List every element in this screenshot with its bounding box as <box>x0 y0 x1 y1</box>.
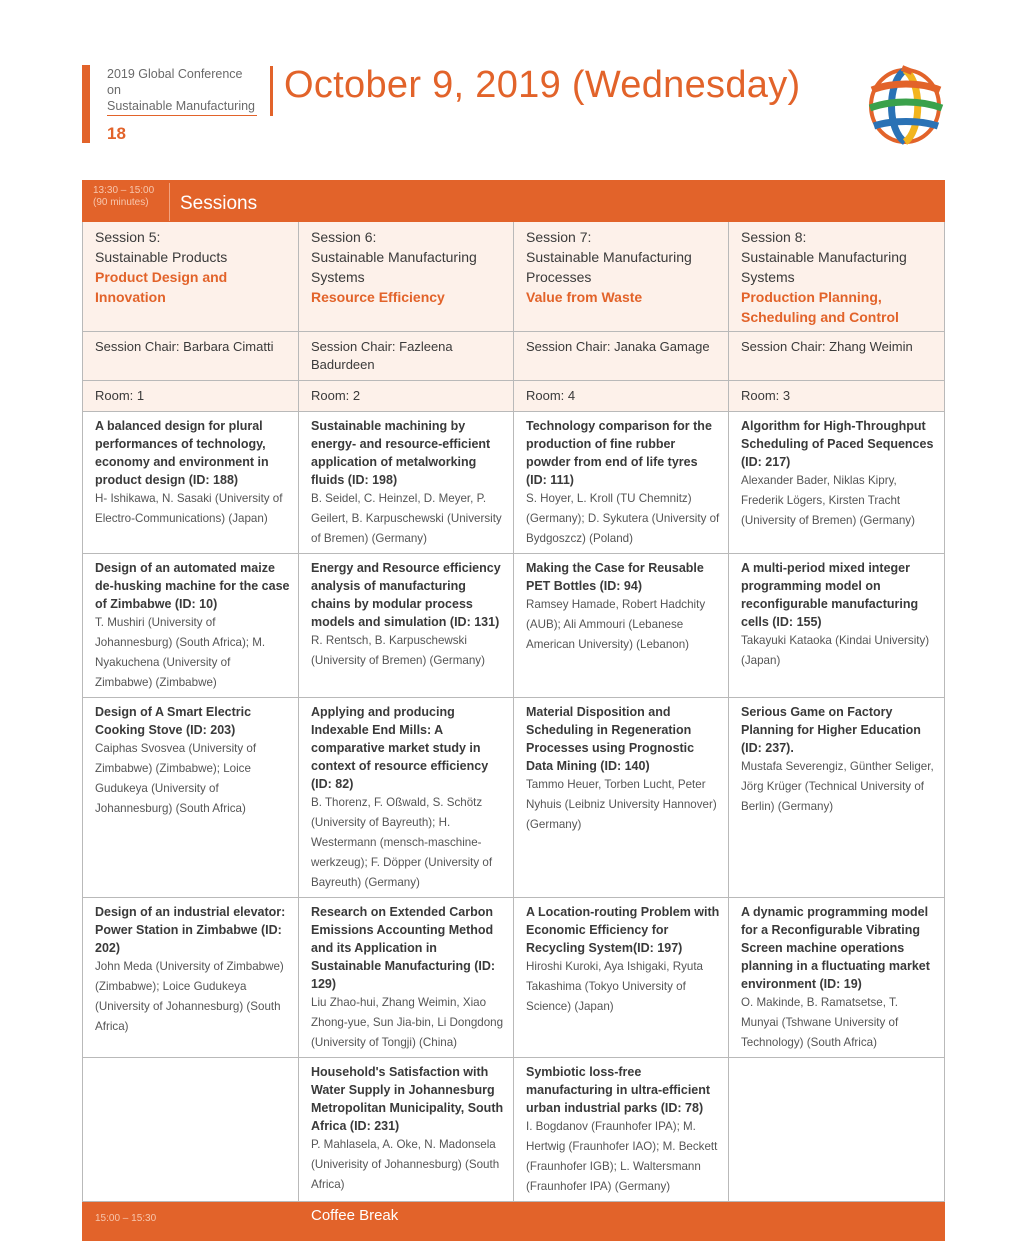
paper-cell <box>299 698 514 898</box>
paper-cell <box>83 554 299 698</box>
paper-authors: Liu Zhao-hui, Zhang Weimin, Xiao Zhong-yue, Sun Jia-bin, Li Dongdong (University of Tongji) (China) <box>311 996 504 1049</box>
session-track: Sustainable Manufacturing <box>526 249 692 265</box>
paper-title: Algorithm for High-Throughput Scheduling of Paced Sequences (ID: 217) <box>741 419 934 469</box>
session-header-cell <box>83 222 299 332</box>
paper-authors: S. Hoyer, L. Kroll (TU Chemnitz) (Germany); D. Sykutera (University of Bydgoszcz) (Poland) <box>526 492 720 545</box>
paper-authors: Hiroshi Kuroki, Aya Ishigaki, Ryuta Takashima (Tokyo University of Science) (Japan) <box>526 960 703 1013</box>
paper-authors: Caiphas Svosvea (University of Zimbabwe) (Zimbabwe); Loice Gudukeya (University of Johannesburg) (South Africa) <box>95 742 257 815</box>
paper-cell <box>83 412 299 554</box>
paper-cell <box>299 898 514 1058</box>
session-topic: Resource Efficiency <box>311 289 445 305</box>
coffee-break-label: Coffee Break <box>311 1207 399 1224</box>
paper-title: Serious Game on Factory Planning for Higher Education (ID: 237). <box>741 705 921 755</box>
session-room: Room: 2 <box>299 381 514 412</box>
session-chair: Session Chair: Zhang Weimin <box>729 332 945 381</box>
conference-rule <box>107 115 257 116</box>
session-name: Session 8: <box>741 229 807 245</box>
paper-title: Household's Satisfaction with Water Supply in Johannesburg Metropolitan Municipality, South Africa (ID: 231) <box>311 1065 504 1133</box>
paper-authors: O. Makinde, B. Ramatsetse, T. Munyai (Tshwane University of Technology) (South Africa) <box>741 996 899 1049</box>
paper-title: Research on Extended Carbon Emissions Accounting Method and its Application in Sustainable Manufacturing (ID: 129) <box>311 905 496 991</box>
session-schedule-table <box>82 180 945 1241</box>
paper-title: Material Disposition and Scheduling in Regeneration Processes using Prognostic Data Mining (ID: 140) <box>526 705 695 773</box>
title-separator <box>270 66 273 116</box>
paper-title: Design of an automated maize de-husking machine for the case of Zimbabwe (ID: 10) <box>95 561 290 611</box>
conference-name <box>107 66 257 114</box>
paper-cell-empty <box>729 1058 945 1202</box>
paper-authors: R. Rentsch, B. Karpuschewski (University of Bremen) (Germany) <box>311 634 485 667</box>
paper-cell <box>514 412 729 554</box>
page-title: October 9, 2019 (Wednesday) <box>284 64 801 106</box>
coffee-break-time-cell <box>83 1202 299 1241</box>
session-room: Room: 1 <box>83 381 299 412</box>
paper-cell <box>514 898 729 1058</box>
session-room: Room: 4 <box>514 381 729 412</box>
paper-authors: T. Mushiri (University of Johannesburg) (South Africa); M. Nyakuchena (University of Zimbabwe) (Zimbabwe) <box>95 616 266 689</box>
session-room-row <box>83 381 945 412</box>
paper-cell <box>299 1058 514 1202</box>
session-topic: Product Design and Innovation <box>95 269 228 305</box>
sessions-time: 13:30 – 15:00 <box>93 185 155 196</box>
session-header-cell <box>514 222 729 332</box>
paper-cell <box>729 554 945 698</box>
session-name: Session 7: <box>526 229 592 245</box>
conference-name-line2: Sustainable Manufacturing <box>107 99 256 113</box>
session-track-line2: Processes <box>526 269 592 285</box>
paper-title: Design of A Smart Electric Cooking Stove (ID: 203) <box>95 705 252 737</box>
paper-cell <box>729 898 945 1058</box>
paper-cell-empty <box>83 1058 299 1202</box>
paper-cell <box>514 1058 729 1202</box>
sessions-label: Sessions <box>180 193 258 214</box>
paper-title: Design of an industrial elevator: Power Station in Zimbabwe (ID: 202) <box>95 905 286 955</box>
paper-title: A balanced design for plural performances of technology, economy and environment in product design (ID: 188) <box>95 419 269 487</box>
paper-cell <box>514 698 729 898</box>
paper-authors: Takayuki Kataoka (Kindai University) (Japan) <box>741 634 930 667</box>
session-header-cell <box>729 222 945 332</box>
paper-cell <box>729 698 945 898</box>
coffee-break-time: 15:00 – 15:30 <box>95 1213 157 1224</box>
paper-title: A Location-routing Problem with Economic Efficiency for Recycling System(ID: 197) <box>526 905 720 955</box>
paper-title: A dynamic programming model for a Reconfigurable Vibrating Screen machine operations planning in a fluctuating market environment (ID: 19) <box>741 905 930 991</box>
paper-row <box>83 554 945 698</box>
session-chair: Session Chair: Fazleena Badurdeen <box>299 332 514 381</box>
session-name: Session 5: <box>95 229 161 245</box>
paper-cell <box>299 554 514 698</box>
session-header-row <box>83 222 945 332</box>
paper-authors: John Meda (University of Zimbabwe) (Zimbabwe); Loice Gudukeya (University of Johannesburg) (South Africa) <box>95 960 284 1033</box>
paper-authors: Mustafa Severengiz, Günther Seliger, Jörg Krüger (Technical University of Berlin) (Germany) <box>741 760 934 813</box>
session-track: Sustainable Manufacturing <box>311 249 477 265</box>
paper-authors: B. Seidel, C. Heinzel, D. Meyer, P. Geilert, B. Karpuschewski (University of Bremen) (Germany) <box>311 492 502 545</box>
paper-title: Making the Case for Reusable PET Bottles (ID: 94) <box>526 561 704 593</box>
paper-title: Technology comparison for the production of fine rubber powder from end of life tyres (ID: 111) <box>526 419 712 487</box>
paper-row <box>83 1058 945 1202</box>
paper-authors: B. Thorenz, F. Oßwald, S. Schötz (University of Bayreuth); H. Westermann (mensch-maschine-werkzeug); F. Döpper (University of Bayreuth) (Germany) <box>311 796 493 889</box>
session-chair: Session Chair: Janaka Gamage <box>514 332 729 381</box>
paper-authors: Ramsey Hamade, Robert Hadchity (AUB); Ali Ammouri (Lebanese American University) (Lebanon) <box>526 598 706 651</box>
sessions-band <box>83 181 945 222</box>
paper-row <box>83 898 945 1058</box>
paper-authors: Alexander Bader, Niklas Kipry, Frederik Lögers, Kirsten Tracht (University of Bremen) (Germany) <box>741 474 915 527</box>
paper-cell <box>514 554 729 698</box>
paper-title: Symbiotic loss-free manufacturing in ultra-efficient urban industrial parks (ID: 78) <box>526 1065 711 1115</box>
session-topic: Value from Waste <box>526 289 643 305</box>
session-chair: Session Chair: Barbara Cimatti <box>83 332 299 381</box>
conference-globe-logo <box>862 62 948 148</box>
session-room: Room: 3 <box>729 381 945 412</box>
conference-name-line1: 2019 Global Conference on <box>107 67 243 97</box>
session-topic-line2: Scheduling and Control <box>741 309 899 325</box>
sessions-time-box <box>93 183 170 221</box>
paper-cell <box>729 412 945 554</box>
session-track-line2: Systems <box>311 269 365 285</box>
paper-title: Sustainable machining by energy- and resource-efficient application of metalworking fluids (ID: 198) <box>311 419 491 487</box>
paper-cell <box>83 698 299 898</box>
coffee-break-band <box>83 1202 945 1241</box>
session-header-cell <box>299 222 514 332</box>
page-number: 18 <box>107 124 126 143</box>
session-track: Sustainable Products <box>95 249 228 265</box>
header-accent-bar <box>82 65 90 143</box>
session-chair-row <box>83 332 945 381</box>
coffee-break-label-cell <box>299 1202 945 1241</box>
session-name: Session 6: <box>311 229 377 245</box>
paper-authors: Tammo Heuer, Torben Lucht, Peter Nyhuis (Leibniz University Hannover) (Germany) <box>526 778 717 831</box>
paper-title: Applying and producing Indexable End Mills: A comparative market study in context of resource efficiency (ID: 82) <box>311 705 489 791</box>
paper-cell <box>299 412 514 554</box>
paper-authors: P. Mahlasela, A. Oke, N. Madonsela (Univerisity of Johannesburg) (South Africa) <box>311 1138 500 1191</box>
paper-title: A multi-period mixed integer programming model on reconfigurable manufacturing cells (ID: 155) <box>741 561 919 629</box>
paper-authors: H- Ishikawa, N. Sasaki (University of Electro-Communications) (Japan) <box>95 492 283 525</box>
paper-row <box>83 698 945 898</box>
session-track-line2: Systems <box>741 269 795 285</box>
paper-row <box>83 412 945 554</box>
sessions-duration: (90 minutes) <box>93 197 149 208</box>
paper-authors: I. Bogdanov (Fraunhofer IPA); M. Hertwig (Fraunhofer IAO); M. Beckett (Fraunhofer IGB); L. Waltersmann (Fraunhofer IPA) (Germany) <box>526 1120 718 1193</box>
session-topic: Production Planning, <box>741 289 882 305</box>
session-track: Sustainable Manufacturing <box>741 249 907 265</box>
paper-cell <box>83 898 299 1058</box>
paper-title: Energy and Resource efficiency analysis of manufacturing chains by modular process models and simulation (ID: 131) <box>311 561 501 629</box>
